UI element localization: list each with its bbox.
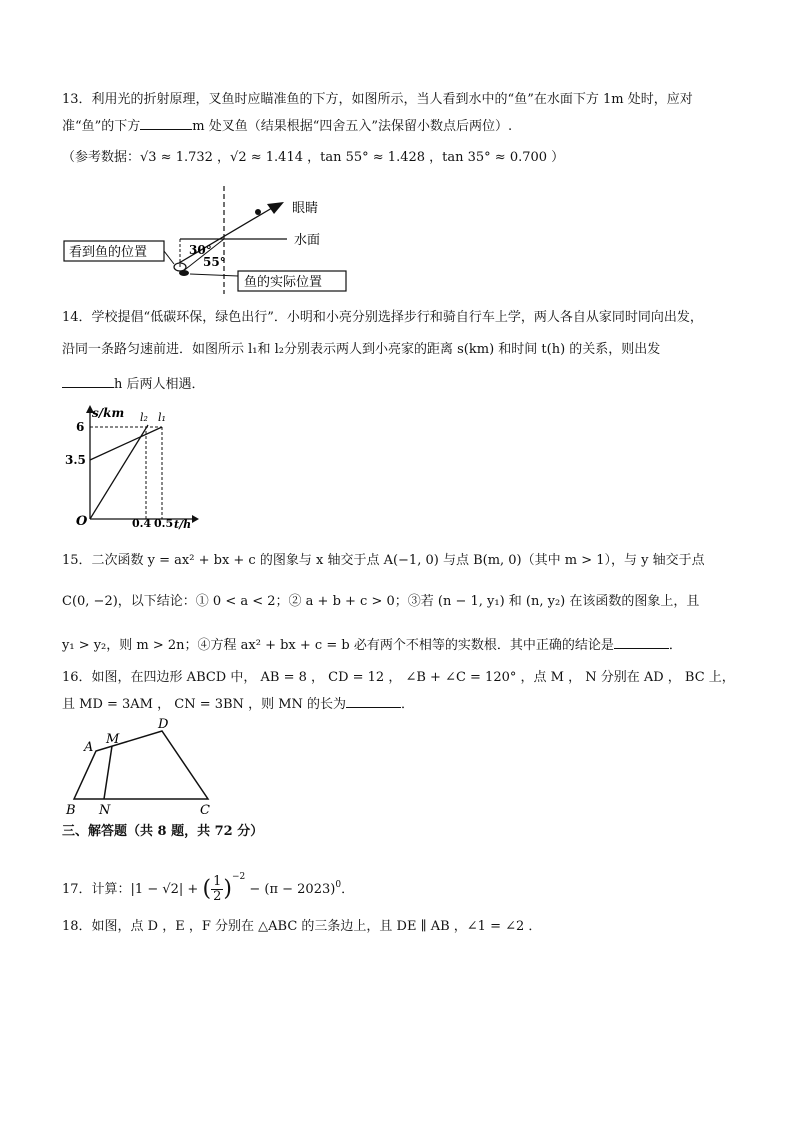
section-3-heading: 三、解答题（共 8 题，共 72 分） (62, 824, 264, 839)
q13-line1: 13．利用光的折射原理，叉鱼时应瞄准鱼的下方，如图所示，当人看到水中的“鱼”在水面下方 1m 处时，应对 (62, 92, 693, 107)
q15-period: ． (668, 638, 682, 653)
q14-answer-blank (62, 373, 114, 388)
q17-exponent: −2 (231, 872, 246, 882)
q15-text: y₁ > y₂，则 m > 2n；④方程 ax² + bx + c = b 必有两个不相等的实数根．其中正确的结论是 (62, 638, 614, 653)
q17-fraction (211, 875, 223, 904)
q17-zero-exponent: 0 (335, 880, 342, 890)
vertex-B: B (66, 803, 76, 818)
q17-prefix: 17．计算： (62, 882, 131, 897)
q14-line1: 14．学校提倡“低碳环保，绿色出行”．小明和小亮分别选择步行和骑自行车上学，两人各自从家同时同向出发， (62, 310, 703, 325)
x-tick-0.5: 0.5 (154, 517, 174, 530)
point-N: N (99, 803, 111, 818)
q16-figure (62, 718, 222, 818)
point-M: M (106, 732, 120, 747)
q14-line2: 沿同一条路匀速前进．如图所示 l₁和 l₂分别表示两人到小亮家的距离 s(km) 和时间 t(h) 的关系，则出发 (62, 342, 661, 357)
q16-text: 且 MD = 3AM ， CN = 3BN ，则 MN 的长为 (62, 697, 347, 712)
fraction-denominator: 2 (213, 889, 222, 904)
y-tick-3.5: 3.5 (65, 453, 86, 467)
line-l1-label: l₁ (158, 411, 166, 424)
q14-line3 (62, 373, 205, 395)
origin-label: O (76, 514, 88, 529)
q17-line: 17．计算：|1 − √2| + ( $\frac{1}{2}$ )$^{-2} - (\pi - 2023)^0$． (62, 872, 355, 904)
q15-answer-blank (614, 634, 669, 649)
q13-text-a: 准“鱼”的下方 (62, 119, 141, 134)
x-axis-label: t/h (174, 518, 192, 530)
q15-line2: C(0, −2)，以下结论：① 0 < a < 2；② a + b + c > 0；③若 (n − 1, y₁) 和 (n, y₂) 在该函数的图象上，且 (62, 594, 700, 609)
y-axis-label: s/km (92, 406, 125, 420)
q16-period: ． (401, 697, 415, 712)
line-l2-label: l₂ (140, 411, 148, 424)
q16-line2 (62, 693, 414, 715)
q17-pi-term: − (π − 2023) (249, 882, 336, 897)
eye-label: 眼睛 (292, 201, 319, 216)
q13-line2 (62, 115, 512, 137)
angle-55-label: 55° (203, 255, 226, 269)
q15-line3 (62, 634, 682, 656)
q16-answer-blank (346, 693, 401, 708)
q17-abs-term: |1 − √2| + (130, 882, 199, 897)
q13-answer-blank (140, 115, 192, 130)
q13-text-b: m 处叉鱼（结果根据“四舍五入”法保留小数点后两位）. (192, 119, 513, 134)
seen-position-label: 看到鱼的位置 (69, 245, 148, 260)
q13-reference-data: （参考数据：√3 ≈ 1.732 ，√2 ≈ 1.414 ，tan 55° ≈ 1.428 ，tan 35° ≈ 0.700 ） (62, 150, 565, 165)
q14-text: h 后两人相遇． (114, 377, 205, 392)
q17-period: ． (341, 882, 355, 897)
actual-position-label: 鱼的实际位置 (244, 275, 323, 290)
x-tick-0.4: 0.4 (132, 517, 152, 530)
vertex-A: A (84, 740, 94, 755)
angle-30-label: 30° (189, 243, 212, 257)
q16-line1: 16．如图，在四边形 ABCD 中， AB = 8 ， CD = 12 ， ∠B + ∠C = 120° ，点 M ， N 分别在 AD ， BC 上， (62, 670, 735, 685)
vertex-C: C (200, 803, 210, 818)
q13-figure (62, 186, 352, 296)
q14-figure (62, 405, 202, 530)
q18-line: 18．如图，点 D ，E ，F 分别在 △ABC 的三条边上，且 DE ∥ AB ，∠1 = ∠2 ． (62, 919, 542, 934)
fraction-numerator: 1 (213, 874, 222, 889)
q15-line1: 15．二次函数 y = ax² + bx + c 的图象与 x 轴交于点 A(−1, 0) 与点 B(m, 0)（其中 m > 1），与 y 轴交于点 (62, 553, 705, 568)
water-label: 水面 (294, 233, 321, 248)
vertex-D: D (158, 718, 169, 732)
y-tick-6: 6 (76, 420, 85, 434)
